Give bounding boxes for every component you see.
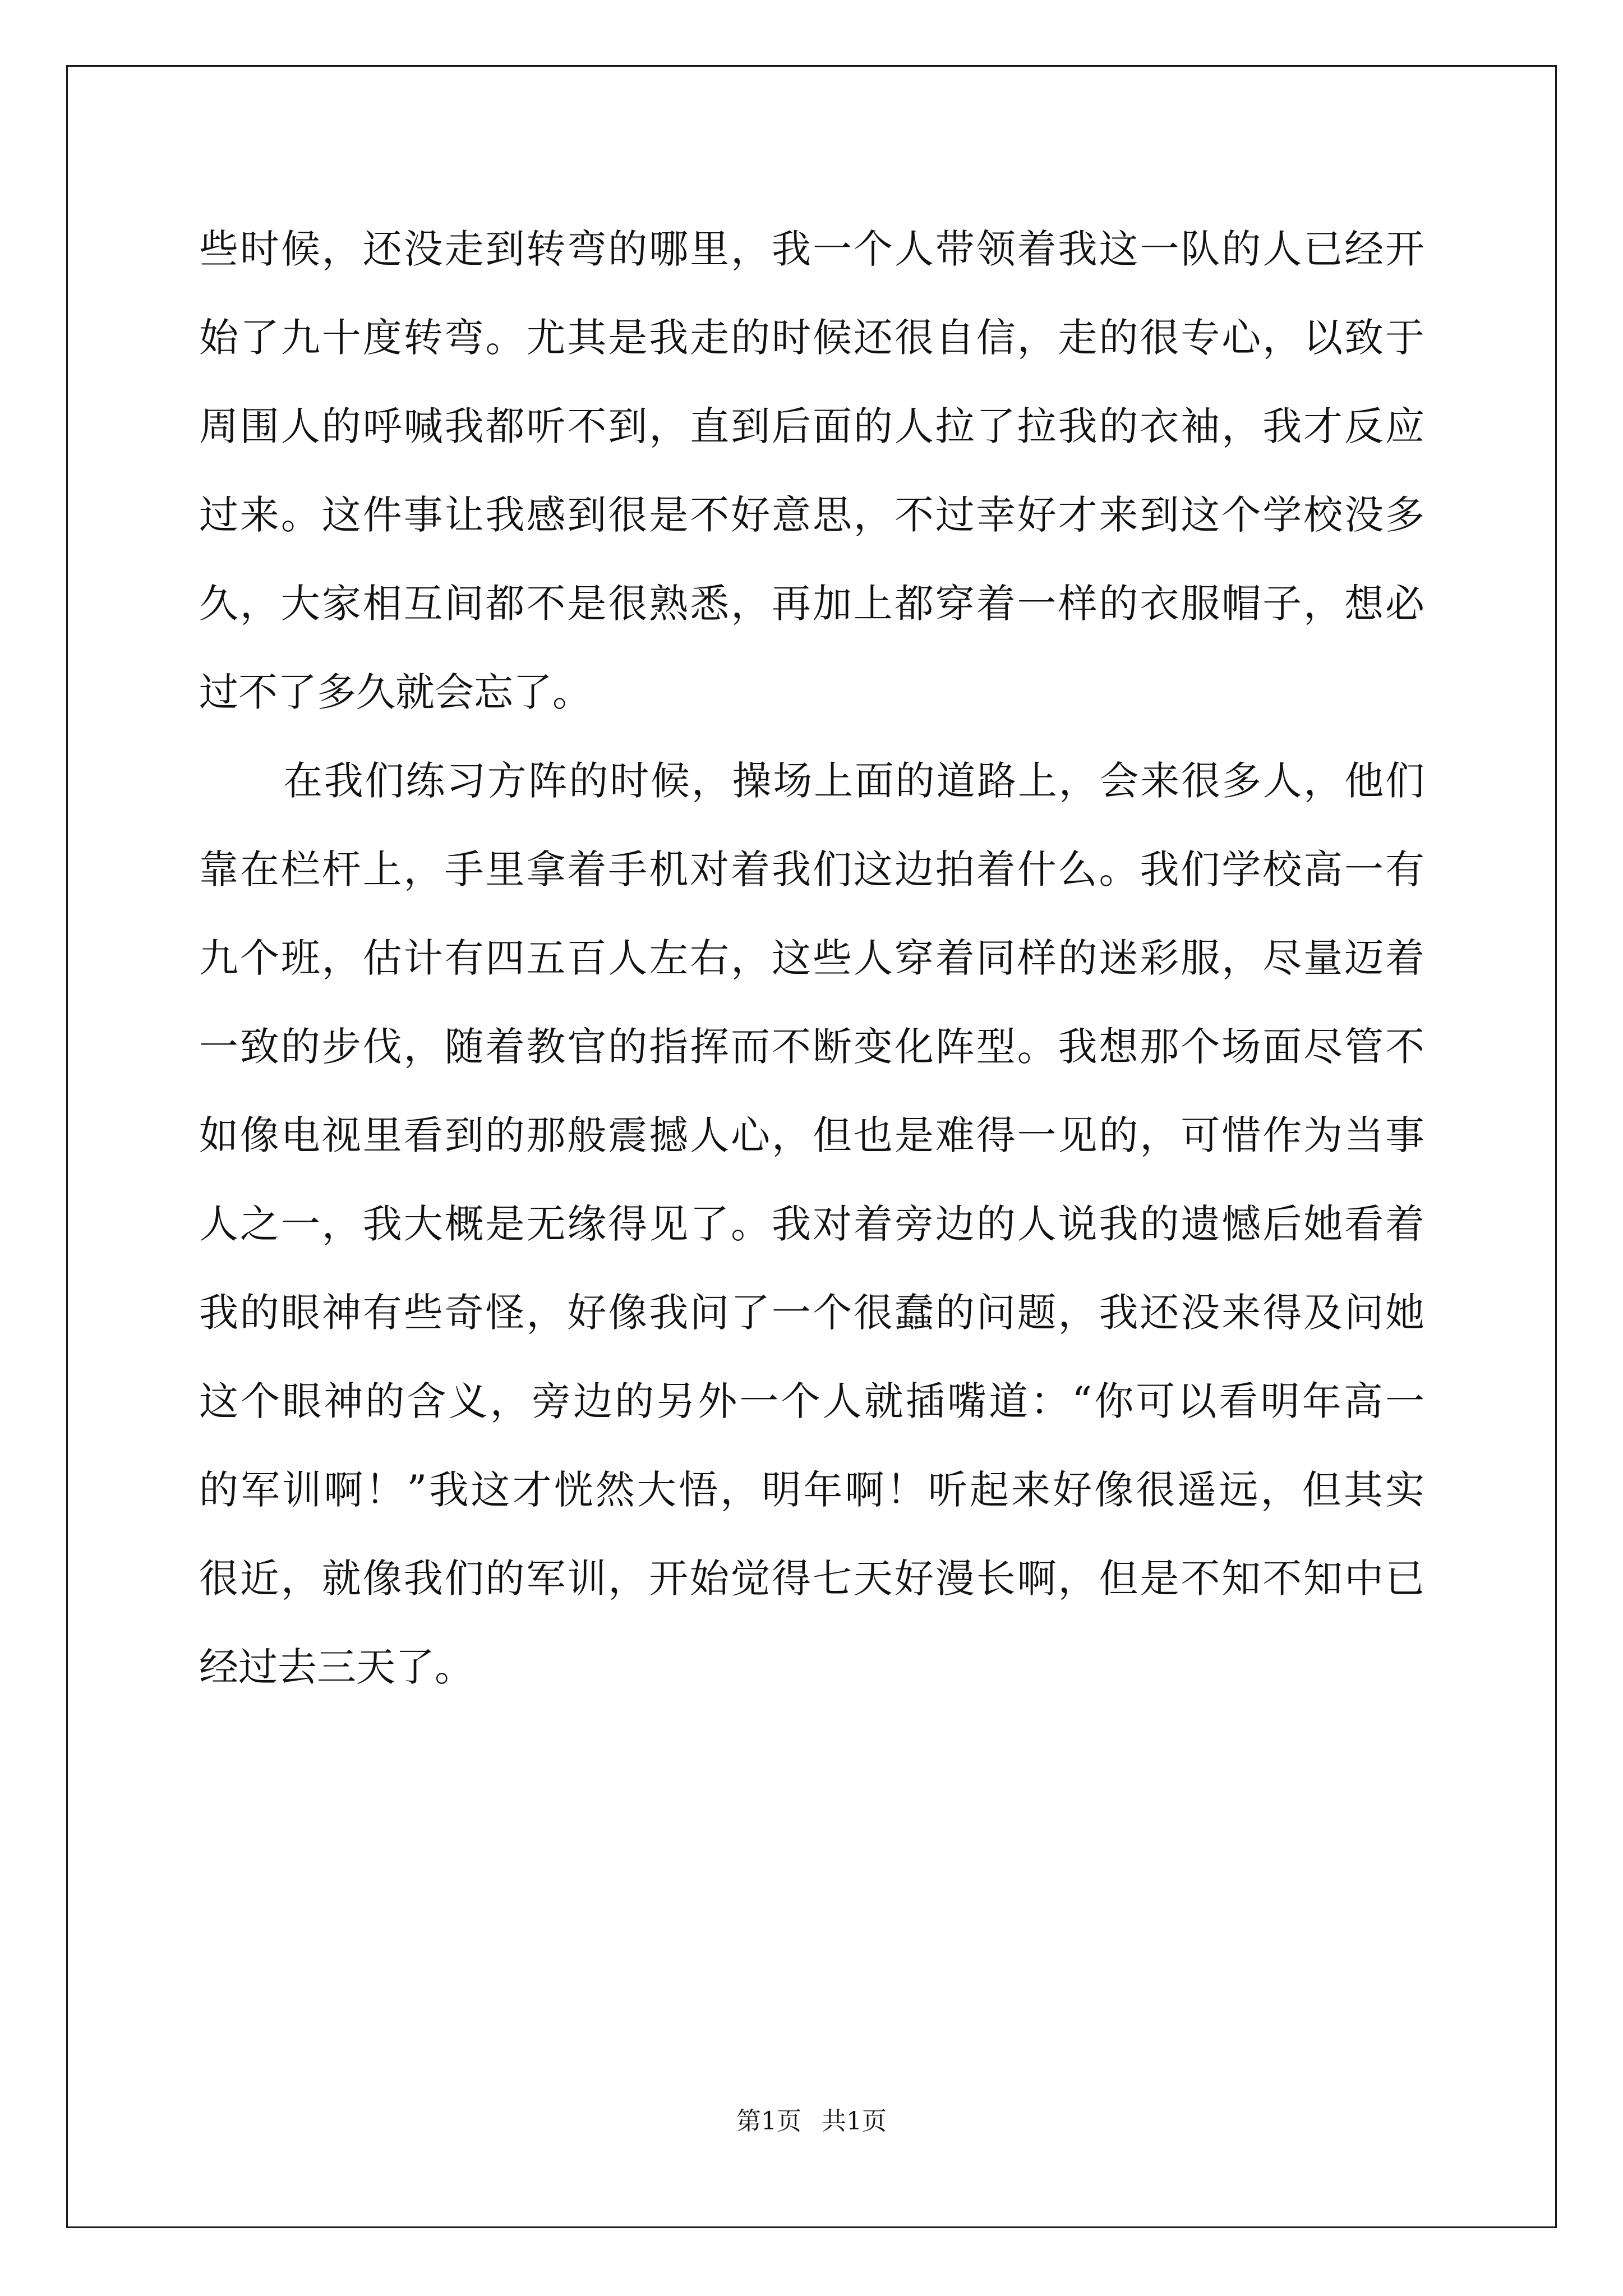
text-line: 我的眼神有些奇怪，好像我问了一个很蠢的问题，我还没来得及问她	[199, 1290, 1424, 1336]
text-line: 一致的步伐，随着教官的指挥而不断变化阵型。我想那个场面尽管不	[199, 1024, 1424, 1070]
page-footer	[0, 2101, 1623, 2137]
text-line: 经过去三天了。	[199, 1644, 474, 1690]
page-number: 第1页	[736, 2107, 801, 2136]
text-line: 久，大家相互间都不是很熟悉，再加上都穿着一样的衣服帽子，想必	[199, 581, 1424, 627]
text-line: 始了九十度转弯。尤其是我走的时候还很自信，走的很专心，以致于	[199, 315, 1424, 361]
text-line: 很近，就像我们的军训，开始觉得七天好漫长啊，但是不知不知中已	[199, 1556, 1424, 1602]
text-line: 些时候，还没走到转弯的哪里，我一个人带领着我这一队的人已经开	[199, 226, 1424, 272]
page-total: 共1页	[822, 2107, 887, 2136]
text-line: 靠在栏杆上，手里拿着手机对着我们这边拍着什么。我们学校高一有	[199, 846, 1424, 892]
document-body	[199, 205, 1424, 1711]
text-line: 如像电视里看到的那般震撼人心，但也是难得一见的，可惜作为当事	[199, 1112, 1424, 1158]
text-line: 过来。这件事让我感到很是不好意思，不过幸好才来到这个学校没多	[199, 492, 1424, 538]
text-line: 的军训啊！”我这才恍然大悟，明年啊！听起来好像很遥远，但其实	[199, 1467, 1424, 1513]
text-line: 这个眼神的含义，旁边的另外一个人就插嘴道：“你可以看明年高一	[199, 1378, 1424, 1424]
text-line: 人之一，我大概是无缘得见了。我对着旁边的人说我的遗憾后她看着	[199, 1201, 1424, 1247]
text-line: 九个班，估计有四五百人左右，这些人穿着同样的迷彩服，尽量迈着	[199, 935, 1424, 981]
text-line: 在我们练习方阵的时候，操场上面的道路上，会来很多人，他们	[283, 758, 1424, 804]
text-line: 过不了多久就会忘了。	[199, 669, 592, 715]
text-line: 周围人的呼喊我都听不到，直到后面的人拉了拉我的衣袖，我才反应	[199, 403, 1424, 449]
